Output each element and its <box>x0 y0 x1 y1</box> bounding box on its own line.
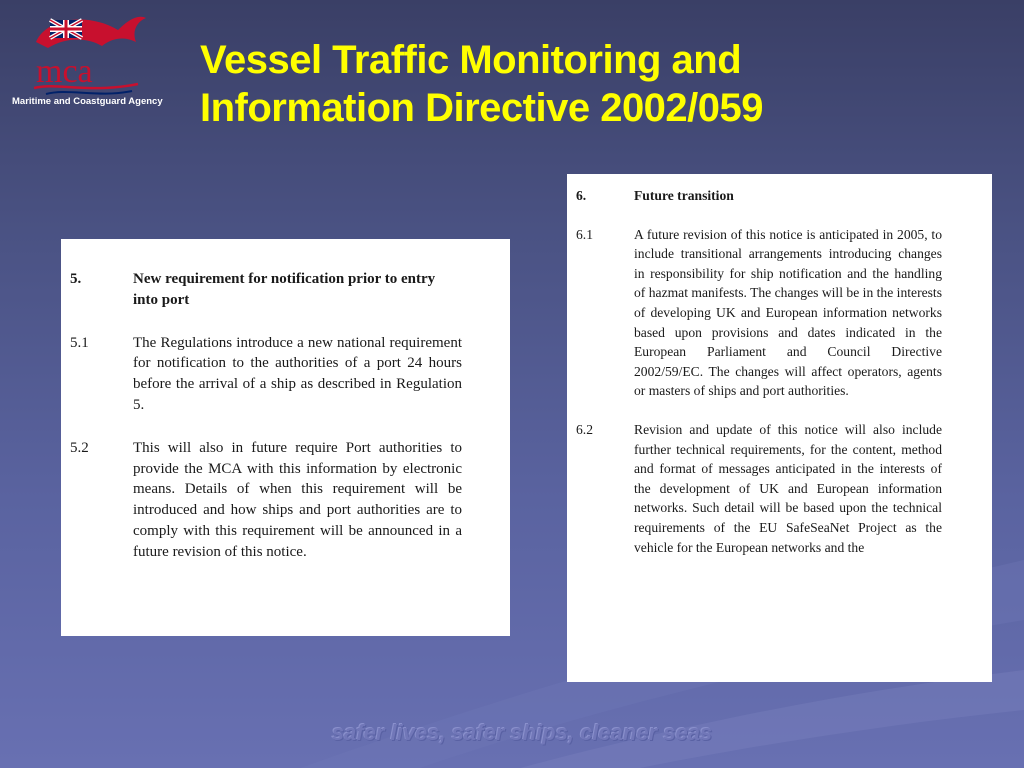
section-number: 6. <box>576 188 587 203</box>
paragraph <box>576 225 942 401</box>
section-title: Future transition <box>634 188 734 203</box>
paragraph-number: 6.2 <box>576 421 593 437</box>
document-excerpt-section-6 <box>567 174 992 682</box>
logo-text: mca <box>36 53 93 90</box>
section-title: New requirement for notification prior to entry into port <box>133 271 436 308</box>
paragraph <box>576 420 942 557</box>
section-heading <box>576 186 942 206</box>
paragraph <box>70 438 462 563</box>
document-excerpt-section-5 <box>61 239 510 636</box>
section-heading <box>70 269 462 311</box>
logo-caption: Maritime and Coastguard Agency <box>12 96 163 107</box>
section-number: 5. <box>70 271 82 287</box>
mca-emblem-icon <box>28 12 158 96</box>
paragraph-text: The Regulations introduce a new national requirement for notification to the authorities of a port 24 hours before the arrival of a ship as described in Regulation 5. <box>133 334 462 413</box>
mca-logo <box>8 8 178 108</box>
paragraph-text: A future revision of this notice is anticipated in 2005, to include transitional arrangements introducing changes in responsibility for ship notification and the handling of hazmat manifests. The changes will be in the interests of developing UK and European information networks based upon provisions and dates indicated in the European Parliament and Council Directive 2002/59/EC. The changes will affect operators, agents or masters of ships and port authorities. <box>634 226 942 399</box>
paragraph-text: Revision and update of this notice will also include further technical requirements, for the content, method and format of messages anticipated in the interests of the development of UK and European information networks. Such detail will be based upon the technical requirements of the EU SafeSeaNet Project as the vehicle for the European networks and the <box>634 421 942 555</box>
slide-title <box>200 36 1000 132</box>
paragraph-number: 5.1 <box>70 334 89 351</box>
paragraph-text: This will also in future require Port authorities to provide the MCA with this information by electronic means. Details of when this requirement will be introduced and how ships and port authorities are to comply with this requirement will be announced in a future revision of this notice. <box>133 439 462 560</box>
title-line-1: Vessel Traffic Monitoring and <box>200 38 742 82</box>
paragraph-number: 6.1 <box>576 226 593 242</box>
title-line-2: Information Directive 2002/059 <box>200 86 764 130</box>
paragraph <box>70 333 462 416</box>
footer-slogan: safer lives, safer ships, cleaner seas <box>331 720 713 745</box>
paragraph-number: 5.2 <box>70 439 89 456</box>
